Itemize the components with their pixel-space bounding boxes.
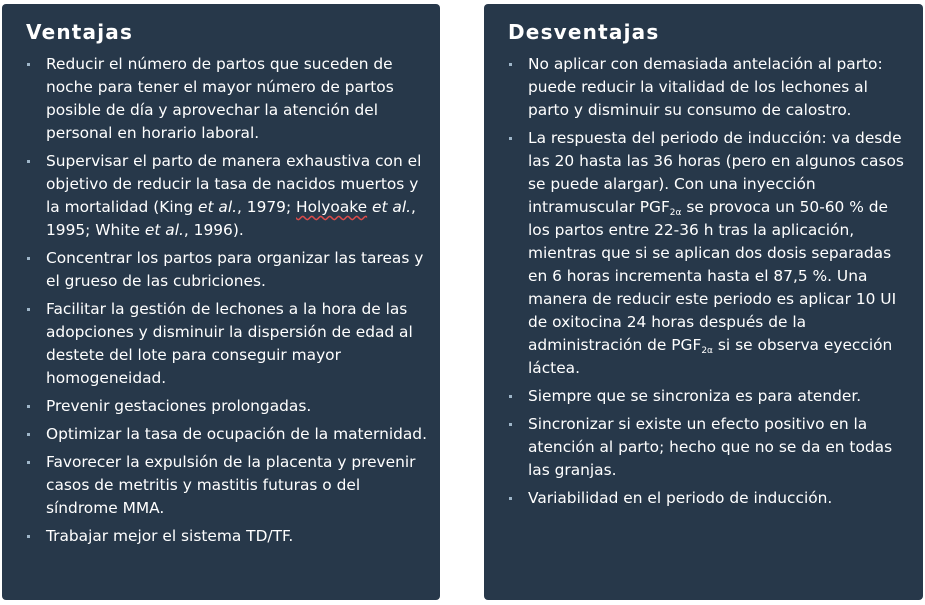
ventajas-panel [2, 4, 440, 600]
list-item: Variabilidad en el periodo de inducción. [508, 487, 911, 510]
list-item: Reducir el número de partos que suceden de noche para tener el mayor número de partos posible de día y aprovechar la atención del personal en horario laboral. [26, 53, 428, 145]
list-item: La respuesta del periodo de inducción: va desde las 20 hasta las 36 horas (pero en algunos casos se puede alargar). Con una inyección intramuscular $PGF_{2\alpha}$ se provoca un 50-60 % de los partos entre 22-36 h tras la aplicación, mientras que si se aplican dos dosis separadas en 6 horas incrementa hasta el 87,5 %. Una manera de reducir este periodo es aplicar 10 UI de oxitocina 24 horas después de la administración de $PGF_{2\alpha}$ si se observa eyección láctea. [508, 127, 911, 380]
list-item: Optimizar la tasa de ocupación de la maternidad. [26, 423, 428, 446]
list-item: Trabajar mejor el sistema TD/TF. [26, 525, 428, 548]
ventajas-list [26, 53, 428, 548]
list-item: Favorecer la expulsión de la placenta y prevenir casos de metritis y mastitis futuras o del síndrome MMA. [26, 451, 428, 520]
list-item: Prevenir gestaciones prolongadas. [26, 395, 428, 418]
desventajas-list [508, 53, 911, 510]
list-item: Sincronizar si existe un efecto positivo en la atención al parto; hecho que no se da en todas las granjas. [508, 413, 911, 482]
list-item: Siempre que se sincroniza es para atender. [508, 385, 911, 408]
spellcheck-word: Holyoake [296, 198, 368, 216]
ventajas-title: Ventajas [26, 20, 134, 44]
desventajas-title: Desventajas [508, 20, 660, 44]
desventajas-panel [484, 4, 923, 600]
list-item: Supervisar el parto de manera exhaustiva con el objetivo de reducir la tasa de nacidos muertos y la mortalidad (King et al., 1979; Holyoake et al., 1995; White et al., 1996). [26, 150, 428, 242]
list-item: Concentrar los partos para organizar las tareas y el grueso de las cubriciones. [26, 247, 428, 293]
list-item: Facilitar la gestión de lechones a la hora de las adopciones y disminuir la dispersión de edad al destete del lote para conseguir mayor homogeneidad. [26, 298, 428, 390]
list-item: No aplicar con demasiada antelación al parto: puede reducir la vitalidad de los lechones al parto y disminuir su consumo de calostro. [508, 53, 911, 122]
